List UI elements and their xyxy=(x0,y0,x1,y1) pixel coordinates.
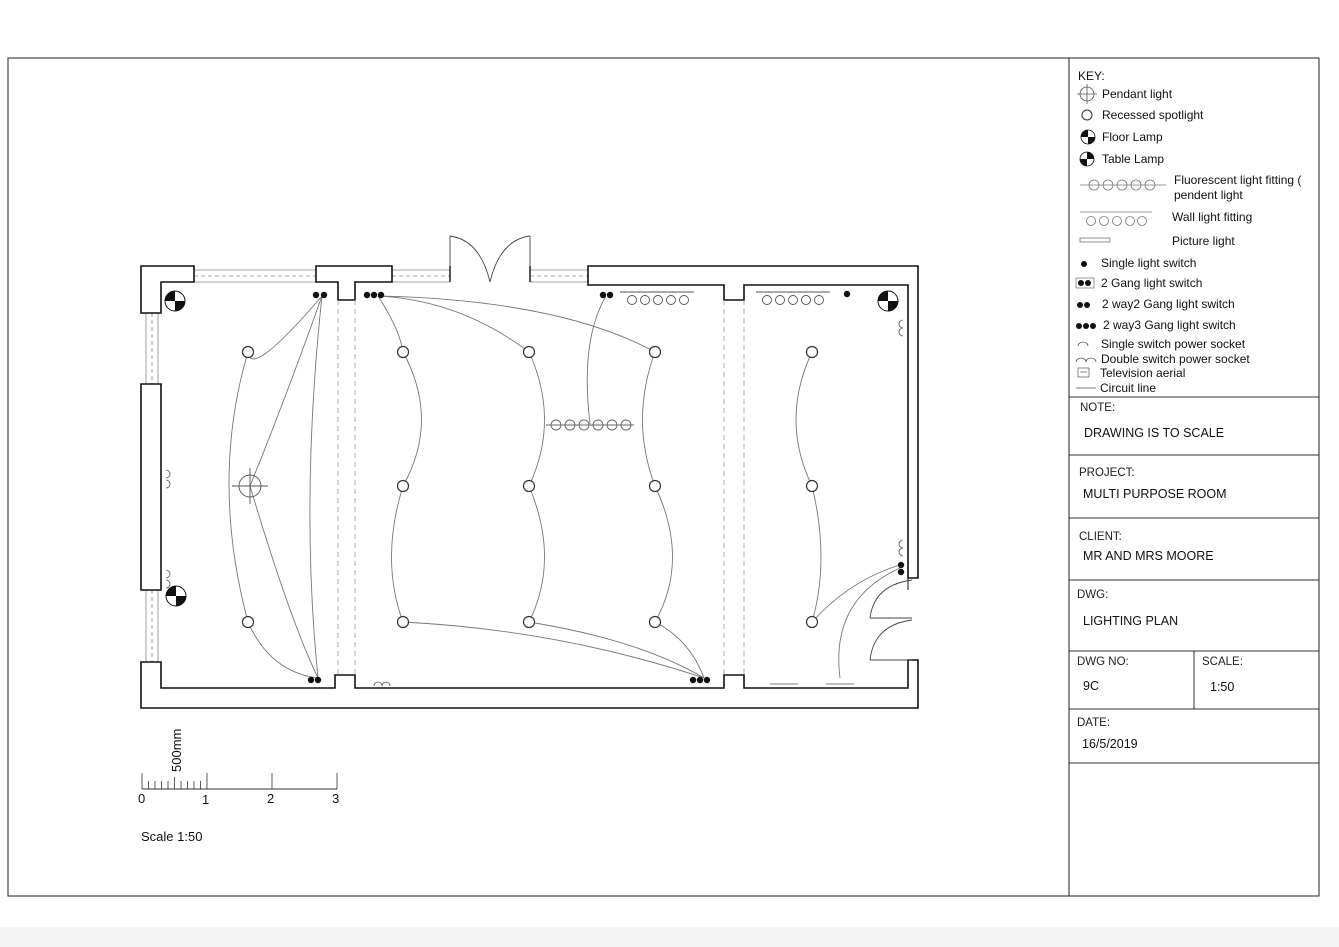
dwg-heading: DWG: xyxy=(1077,589,1109,601)
tv-aerial-icon xyxy=(1078,368,1089,377)
picture-light-icon xyxy=(1080,238,1110,242)
scale-tick-3: 3 xyxy=(332,791,340,806)
scale-bar xyxy=(138,729,339,844)
date-value: 16/5/2019 xyxy=(1082,737,1138,751)
wall-light-fittings xyxy=(620,292,830,305)
scale-value: 1:50 xyxy=(1210,680,1235,694)
client-heading: CLIENT: xyxy=(1079,531,1122,543)
title-block xyxy=(1069,397,1319,763)
key-label-single-switch: Single light switch xyxy=(1101,256,1197,270)
dwg-value: LIGHTING PLAN xyxy=(1083,614,1179,628)
key-label-circuit-line: Circuit line xyxy=(1100,381,1157,395)
two-way-two-gang-switch-icon xyxy=(1077,302,1090,308)
dwg-no-value: 9C xyxy=(1083,679,1099,693)
double-socket-icon xyxy=(1076,358,1096,362)
key-label-two-way-two-gang: 2 way2 Gang light switch xyxy=(1102,297,1235,311)
entry-door xyxy=(450,236,530,282)
key-label-table-lamp: Table Lamp xyxy=(1102,152,1165,166)
floor-lamps xyxy=(165,291,898,606)
key-label-two-way-three-gang: 2 way3 Gang light switch xyxy=(1103,318,1236,332)
scale-tick-0: 0 xyxy=(138,791,146,806)
key-label-two-gang: 2 Gang light switch xyxy=(1101,276,1203,290)
single-switch-icon xyxy=(1081,261,1087,267)
key-label-recessed-spotlight: Recessed spotlight xyxy=(1102,108,1204,122)
key-legend xyxy=(1076,69,1301,395)
key-title: KEY: xyxy=(1078,69,1105,83)
bottom-band xyxy=(0,927,1339,947)
fluorescent-fitting-icon xyxy=(1080,180,1166,190)
key-label-floor-lamp: Floor Lamp xyxy=(1102,130,1163,144)
key-label-fluorescent: Fluorescent light fitting ( xyxy=(1174,173,1302,187)
key-label-double-socket: Double switch power socket xyxy=(1101,352,1250,366)
scale-tick-2: 2 xyxy=(267,791,275,806)
recessed-spotlights xyxy=(243,347,818,628)
side-door xyxy=(870,580,912,660)
scale-caption: Scale 1:50 xyxy=(141,829,203,844)
single-socket-icon xyxy=(1078,342,1088,346)
key-label-tv-aerial: Television aerial xyxy=(1100,366,1186,380)
key-label-picture-light: Picture light xyxy=(1172,234,1235,248)
dwg-no-heading: DWG NO: xyxy=(1077,656,1129,668)
recessed-spotlight-icon xyxy=(1082,110,1092,120)
key-label-fluorescent-line2: pendent light xyxy=(1174,188,1243,202)
two-gang-switch-icon xyxy=(1076,278,1094,288)
table-lamp-icon xyxy=(1080,152,1094,166)
key-label-pendant-light: Pendant light xyxy=(1102,87,1173,101)
floor-plan xyxy=(141,236,918,708)
date-heading: DATE: xyxy=(1077,717,1111,729)
client-value: MR AND MRS MOORE xyxy=(1083,549,1214,563)
scale-bar-unit-label: 500mm xyxy=(169,728,184,772)
scale-tick-1: 1 xyxy=(202,792,210,807)
scale-heading: SCALE: xyxy=(1202,656,1243,668)
note-value: DRAWING IS TO SCALE xyxy=(1084,426,1225,440)
floor-lamp-icon xyxy=(1081,130,1095,144)
pendant-light-symbol xyxy=(232,468,268,504)
circuit-lines xyxy=(229,296,900,678)
project-heading: PROJECT: xyxy=(1079,467,1135,479)
project-value: MULTI PURPOSE ROOM xyxy=(1083,487,1227,501)
key-label-wall-light: Wall light fitting xyxy=(1172,210,1253,224)
window-lines xyxy=(146,270,588,662)
two-way-three-gang-switch-icon xyxy=(1076,323,1096,329)
power-sockets xyxy=(166,320,903,686)
key-label-single-socket: Single switch power socket xyxy=(1101,337,1246,351)
wall-light-fitting-icon xyxy=(1080,212,1152,226)
note-heading: NOTE: xyxy=(1080,402,1116,414)
pendant-light-icon xyxy=(1077,84,1097,104)
